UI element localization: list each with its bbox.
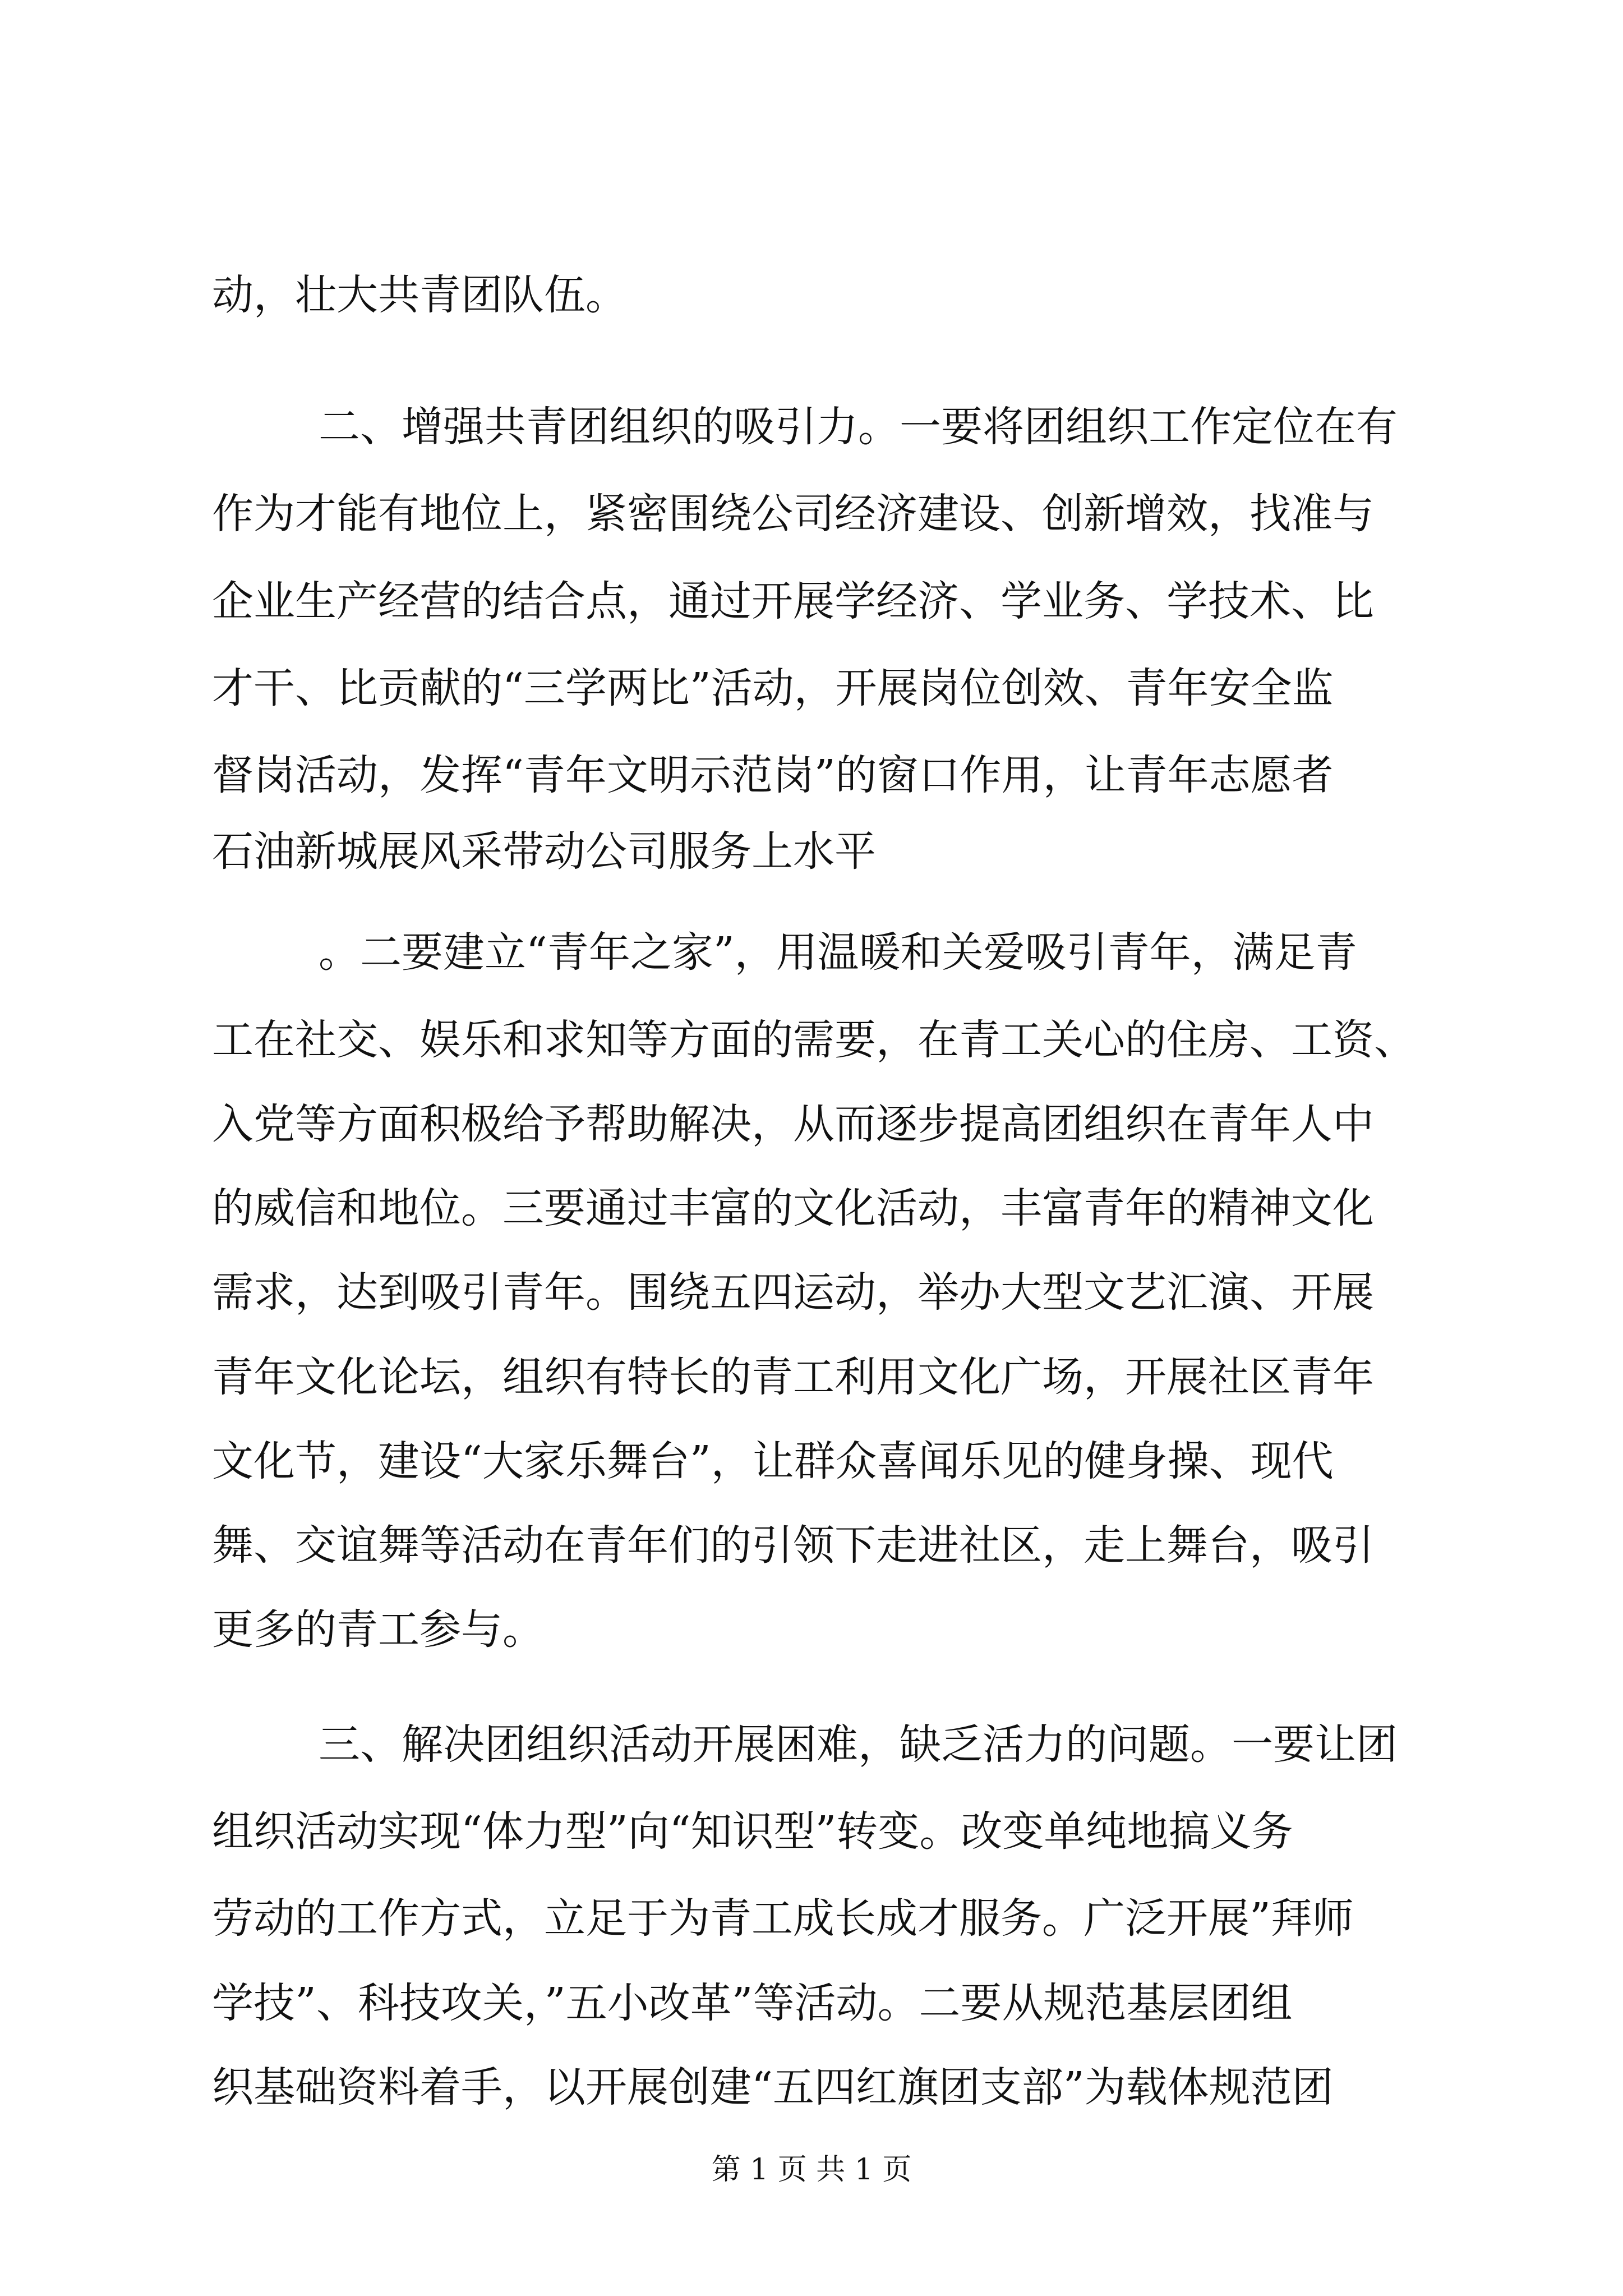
text-line-13: 青年文化论坛，组织有特长的青工利用文化广场，开展社区青年 xyxy=(212,1353,1374,1401)
text-line-3: 作为才能有地位上，紧密围绕公司经济建设、创新增效，找准与 xyxy=(212,490,1374,538)
text-line-6: 督岗活动，发挥“青年文明示范岗”的窗口作用，让青年志愿者 xyxy=(212,751,1334,799)
text-line-16: 更多的青工参与。 xyxy=(212,1605,544,1654)
text-line-14: 文化节，建设“大家乐舞台”，让群众喜闻乐见的健身操、现代 xyxy=(212,1437,1334,1485)
text-line-11: 的威信和地位。三要通过丰富的文化活动，丰富青年的精神文化 xyxy=(212,1184,1374,1232)
text-line-12: 需求，达到吸引青年。围绕五四运动，举办大型文艺汇演、开展 xyxy=(212,1268,1374,1317)
text-line-21: 织基础资料着手，以开展创建“五四红旗团支部”为载体规范团 xyxy=(212,2063,1334,2111)
page-footer: 第 1 页 共 1 页 xyxy=(711,2153,912,2187)
text-line-2: 二、增强共青团组织的吸引力。一要将团组织工作定位在有 xyxy=(319,403,1398,451)
text-line-20: 学技”、科技攻关，”五小改革”等活动。二要从规范基层团组 xyxy=(212,1979,1293,2027)
text-line-5: 才干、比贡献的“三学两比”活动，开展岗位创效、青年安全监 xyxy=(212,664,1334,712)
text-line-19: 劳动的工作方式，立足于为青工成长成才服务。广泛开展”拜师 xyxy=(212,1894,1354,1943)
text-line-9: 工在社交、娱乐和求知等方面的需要，在青工关心的住房、工资、 xyxy=(212,1016,1415,1064)
text-line-17: 三、解决团组织活动开展困难，缺乏活力的问题。一要让团 xyxy=(319,1720,1398,1769)
text-line-8: 。二要建立“青年之家”，用温暖和关爱吸引青年，满足青 xyxy=(319,928,1357,977)
text-line-15: 舞、交谊舞等活动在青年们的引领下走进社区，走上舞台，吸引 xyxy=(212,1521,1374,1570)
text-line-7: 石油新城展风采带动公司服务上水平 xyxy=(212,827,876,876)
text-line-18: 组织活动实现“体力型”向“知识型”转变。改变单纯地搞义务 xyxy=(212,1807,1293,1856)
text-line-1: 动，壮大共青团队伍。 xyxy=(212,271,627,319)
text-line-4: 企业生产经营的结合点，通过开展学经济、学业务、学技术、比 xyxy=(212,577,1374,625)
text-line-10: 入党等方面积极给予帮助解决，从而逐步提高团组织在青年人中 xyxy=(212,1100,1374,1148)
